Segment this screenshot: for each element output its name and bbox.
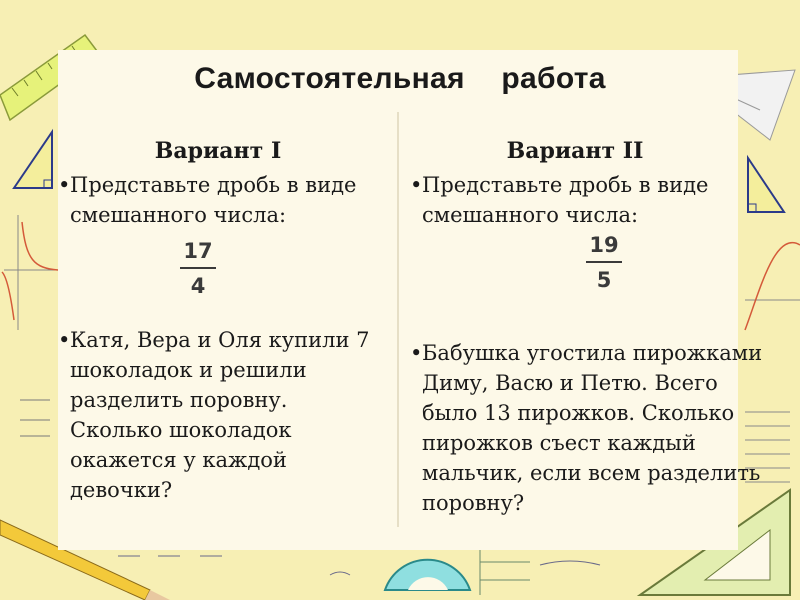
- variant-1-heading: Вариант I: [154, 138, 282, 164]
- variant-2-task-1: [410, 170, 720, 230]
- bullet-marker: •: [58, 173, 71, 197]
- variant-2-task-2: [410, 338, 765, 518]
- formula-notes-icon: [118, 556, 600, 575]
- slide-title: Самостоятельная работа: [194, 62, 606, 95]
- variant-2-heading: Вариант II: [506, 138, 644, 164]
- arithmetic-notes-icon: [20, 400, 50, 436]
- bullet-marker: •: [410, 173, 423, 197]
- protractor-icon: [385, 560, 470, 590]
- fraction-numerator: 19: [589, 233, 619, 257]
- fraction-denominator: 4: [190, 274, 206, 298]
- fraction-numerator: 17: [183, 239, 213, 263]
- bullet-marker: •: [410, 341, 423, 365]
- variant-1-fraction: [168, 238, 228, 299]
- fraction-bar: [586, 261, 622, 263]
- variant-2-task-1-text: Представьте дробь в виде смешанного числа:: [422, 173, 709, 227]
- triangle-diagram-icon: [14, 132, 52, 188]
- fraction-bar: [180, 267, 216, 269]
- fraction-denominator: 5: [596, 268, 612, 292]
- variant-1-task-2: [58, 325, 378, 505]
- graph-icon-right: [745, 243, 800, 330]
- variant-1-task-1-text: Представьте дробь в виде смешанного числа:: [70, 173, 357, 227]
- variant-2-task-2-text: Бабушка угостила пирожками Диму, Васю и Петю. Всего было 13 пирожков. Сколько пирожков съест каждый мальчик, если всем разделить поровну?: [422, 341, 763, 515]
- graph-icon: [2, 215, 58, 330]
- bullet-marker: •: [58, 328, 71, 352]
- variant-1-task-1: [58, 170, 373, 230]
- variant-2-fraction: [574, 232, 634, 293]
- column-divider: [397, 112, 399, 527]
- variant-1-task-2-text: Катя, Вера и Оля купили 7 шоколадок и решили разделить поровну. Сколько шоколадок окажется у каждой девочки?: [70, 328, 370, 502]
- triangle-diagram-icon-right: [748, 158, 784, 212]
